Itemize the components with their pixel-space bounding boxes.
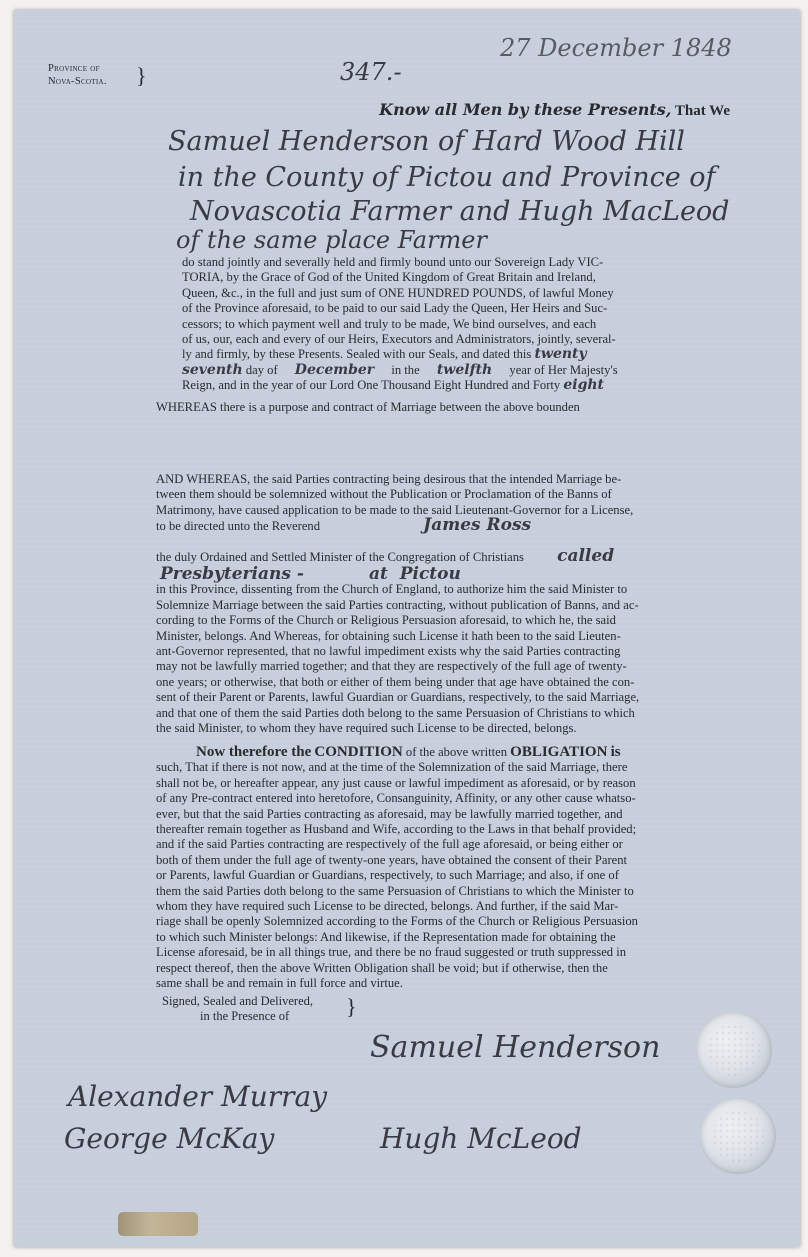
bond-line	[182, 363, 738, 378]
document-number: 347.-	[340, 58, 402, 86]
signed-line-1: Signed, Sealed and Delivered,	[162, 994, 313, 1008]
day-fill-2: seventh	[182, 361, 243, 378]
condition-line: thereafter remain together as Husband and Wife, according to the Laws in that behalf provided;	[156, 822, 637, 837]
condition-end: is	[610, 744, 621, 760]
condition-line: and if the said Parties contracting are respectively of the full age aforesaid, or being either or	[156, 837, 623, 852]
day-text: day of	[245, 362, 278, 377]
tape-remnant	[118, 1212, 198, 1236]
bond-line: do stand jointly and severally held and firmly bound unto our Sovereign Lady VIC-	[182, 255, 604, 269]
bond-heading	[379, 100, 730, 120]
wax-seal-1	[696, 1012, 772, 1088]
bond-line	[182, 347, 738, 362]
province-line-2: Nova-Scotia.	[48, 76, 107, 87]
reign-text: year of Her Majesty's	[509, 362, 618, 377]
condition-line: to which such Minister belongs: And likewise, if the Representation made for obtaining the	[156, 929, 616, 944]
condition-line: same shall be and remain in full force and virtue.	[156, 976, 403, 991]
and-whereas-line: ant-Governor represented, that no lawful impediment exists why the said Parties contracting	[156, 644, 621, 659]
bond-line: cessors; to which payment well and truly to be made, We bind ourselves, and each	[182, 316, 597, 331]
and-whereas-line: Minister, belongs. And Whereas, for obtaining such License it hath been to the said Lieuten-	[156, 628, 621, 643]
and-whereas-line: cording to the Forms of the Church or Religious Persuasion aforesaid, to which he, the said	[156, 613, 616, 628]
party-line-4: of the same place Farmer	[176, 226, 487, 254]
month-fill: December	[294, 361, 375, 378]
condition-line: such, That if there is not now, and at the time of the Solemnization of the said Marriage, there	[156, 760, 628, 775]
and-whereas-line	[156, 545, 738, 566]
condition-line: them the said Parties doth belong to the same Persuasion of Christians to which the Minister to	[156, 883, 634, 898]
party-line-2: in the County of Pictou and Province of	[178, 162, 716, 193]
and-whereas-line	[156, 515, 738, 536]
and-whereas-line: the said Minister, to whom they have required such License to be directed, belongs.	[156, 721, 577, 736]
obligation-word: OBLIGATION	[510, 744, 608, 760]
and-whereas-line: Solemnize Marriage between the said Parties contracting, without publication of Banns, and ac-	[156, 597, 639, 612]
and-whereas-paragraph	[156, 472, 738, 737]
wax-seal-2	[700, 1098, 776, 1174]
heading-tail: That We	[674, 103, 730, 119]
bond-paragraph	[182, 255, 738, 394]
condition-line: respect thereof, then the above Written Obligation shall be void; but if otherwise, then the	[156, 960, 608, 975]
and-whereas-line: AND WHEREAS, the said Parties contracting being desirous that the intended Marriage be-	[156, 472, 622, 486]
province-brace: }	[136, 63, 147, 88]
condition-word: CONDITION	[314, 744, 403, 760]
bond-line: TORIA, by the Grace of God of the United Kingdom of Great Britain and Ireland,	[182, 270, 596, 285]
day-fill: twenty	[534, 346, 587, 363]
bond-line: of the Province aforesaid, to be paid to our said Lady the Queen, Her Heirs and Suc-	[182, 301, 608, 316]
party-line-3: Novascotia Farmer and Hugh MacLeod	[190, 196, 730, 227]
condition-intro: Now therefore the	[196, 744, 312, 760]
condition-line: or Parents, lawful Guardian or Guardians, respectively, to such Marriage; and also, if one of	[156, 868, 619, 883]
signature-alexander-murray: Alexander Murray	[68, 1080, 328, 1113]
denomination-fill: Presbyterians - at Pictou	[160, 564, 461, 585]
year-fill: twelfth	[436, 361, 493, 378]
and-whereas-line: tween them should be solemnized without the Publication or Proclamation of the Banns of	[156, 487, 612, 502]
province-label	[48, 62, 107, 88]
and-whereas-line: sent of their Parent or Parents, lawful Guardian or Guardians, respectively, to the said Marriage,	[156, 690, 640, 705]
and-whereas-line: in this Province, dissenting from the Church of England, to authorize him the said Minister to	[156, 582, 628, 597]
signature-samuel-henderson: Samuel Henderson	[370, 1030, 661, 1065]
party-line-1: Samuel Henderson of Hard Wood Hill	[168, 126, 685, 157]
and-whereas-line: and that one of them the said Parties doth belong to the same Persuasion of Christians to which	[156, 705, 635, 720]
condition-line: riage shall be openly Solemnized according to the Forms of the Church or Religious Persuasion	[156, 914, 638, 929]
bond-line-text: ly and firmly, by these Presents. Sealed with our Seals, and dated this	[182, 347, 532, 362]
and-whereas-line: may not be lawfully married together; and that they are respectively of the full age of twenty-	[156, 659, 627, 674]
reverend-text: to be directed unto the Reverend	[156, 519, 321, 534]
whereas-line: WHEREAS there is a purpose and contract of Marriage between the above bounden	[156, 400, 580, 414]
condition-line: License aforesaid, be in all things true, and there be no fraud suggested or truth suppressed in	[156, 945, 627, 960]
signature-george-mckay: George McKay	[64, 1122, 275, 1155]
condition-line: both of them under the full age of twenty-one years, have obtained the consent of their Parent	[156, 852, 628, 867]
condition-title-line	[156, 745, 738, 760]
province-line-1: Province of	[48, 63, 100, 74]
document-date: 27 December 1848	[500, 34, 732, 62]
reverend-fill: James Ross	[423, 515, 532, 536]
signed-brace: }	[346, 994, 357, 1019]
signed-block	[162, 994, 313, 1025]
in-the-text: in the	[391, 362, 420, 377]
signed-line-2: in the Presence of	[200, 1009, 290, 1024]
condition-paragraph	[156, 745, 738, 992]
minister-text: the duly Ordained and Settled Minister of the Congregation of Christians	[156, 549, 524, 564]
and-whereas-line: Matrimony, have caused application to be made to the said Lieutenant-Governor for a License,	[156, 502, 634, 517]
condition-mid: of the above written	[405, 745, 507, 759]
bond-line: Queen, &c., in the full and just sum of ONE HUNDRED POUNDS, of lawful Money	[182, 285, 614, 300]
called-fill: called	[557, 545, 615, 566]
condition-line: of any Pre-contract entered into heretofore, Consanguinity, Affinity, or any other cause whatso-	[156, 791, 636, 806]
signature-hugh-mcleod: Hugh McLeod	[380, 1122, 582, 1155]
condition-line: shall not be, or hereafter appear, any just cause or lawful impediment as aforesaid, or by reason	[156, 775, 636, 790]
bond-line	[182, 378, 738, 393]
bond-line: of us, our, each and every of our Heirs, Executors and Administrators, jointly, several-	[182, 332, 616, 347]
bond-last-line: Reign, and in the year of our Lord One Thousand Eight Hundred and Forty	[182, 378, 561, 393]
and-whereas-line: one years; or otherwise, that both or either of them being under that age have obtained the con-	[156, 674, 635, 689]
year-end-fill: eight	[563, 377, 605, 394]
condition-line: whom they have required such License to be directed, belongs. And further, if the said Mar-	[156, 899, 619, 914]
heading-blackletter: Know all Men by these Presents,	[379, 100, 672, 119]
condition-line: ever, but that the said Parties contracting as aforesaid, may be lawfully married together, and	[156, 806, 623, 821]
